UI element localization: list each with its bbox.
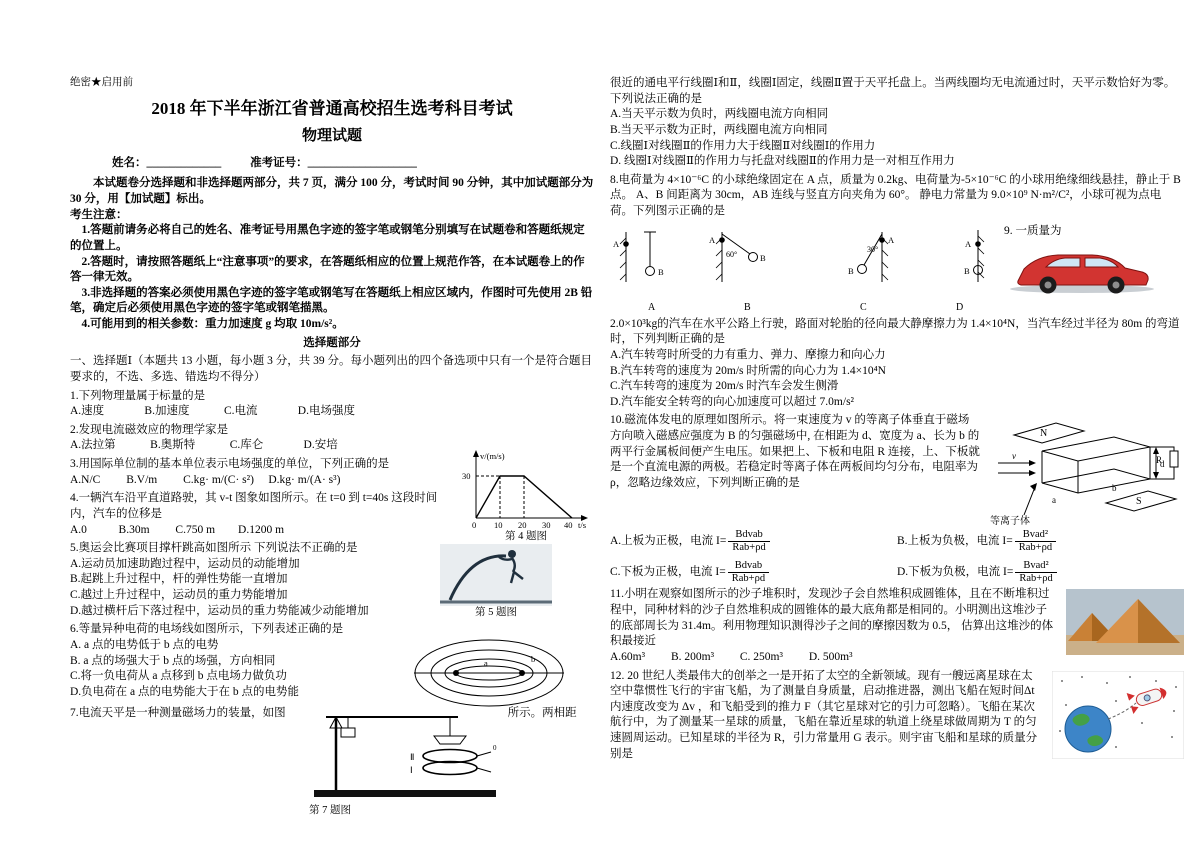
- q5-option-c: C.越过上升过程中，运动员的重力势能增加: [70, 589, 288, 602]
- q8c-angle: 30°: [867, 244, 879, 254]
- q8b-point-b: B: [760, 252, 766, 263]
- candidate-fields: [70, 156, 594, 172]
- q5-option-b: B.起跳上升过程中，杆的弹性势能一直增加: [70, 573, 288, 586]
- q10-option-c-fraction: $\frac{\text{Bdvab}}{\text{Rab+ρd}}$: [728, 560, 769, 585]
- q8-figure: [610, 224, 996, 314]
- q10-r-label: R: [1156, 455, 1163, 466]
- coil-ii-label: Ⅱ: [409, 752, 415, 763]
- q9-option-a: A.汽车转弯时所受的力有重力、弹力、摩擦力和向心力: [610, 348, 886, 361]
- exam-title: 2018 年下半年浙江省普通高校招生选考科目考试: [151, 99, 513, 119]
- q7-continuation: 很近的通电平行线圈Ⅰ和Ⅱ，线圈Ⅰ固定，线圈Ⅱ置于天平托盘上。当两线圈均无电流通过时，天平示数恰好为零。下列说法正确的是: [610, 77, 1176, 105]
- q2-options: A.法拉第 B.奥斯特 C.库仑 D.安培: [70, 439, 338, 452]
- q10-plasma-label: 等离子体: [990, 516, 1030, 528]
- classification-label: 绝密★启用前: [70, 77, 133, 88]
- notice-heading: 考生注意：: [70, 208, 128, 221]
- q5-figure-caption: 第 5 题图: [475, 607, 517, 618]
- q6-point-a-label: a: [484, 658, 488, 668]
- q6-option-a: A. a 点的电势低于 b 点的电势: [70, 638, 219, 651]
- q10-figure: [988, 415, 1184, 527]
- question-11: [610, 587, 1184, 665]
- q8b-angle: 60°: [726, 249, 738, 259]
- q8-panel-d-label: D: [956, 301, 964, 313]
- q5-figure: [440, 544, 552, 620]
- q5-stem: 5.奥运会比赛项目撑杆跳高如图所示 下列说法不正确的是: [70, 542, 358, 555]
- q10-s-pole-label: S: [1136, 496, 1142, 508]
- q11-options: A.60m³ B. 200m³ C. 250m³ D. 500m³: [610, 650, 853, 663]
- q10-stem: 10.磁流体发电的原理如图所示。将一束速度为 v 的等离子体垂直于磁场方向喷入磁感应强度为 B 的匀强磁场中, 在相距为 d、宽度为 a、长为 b 的两平行金属板间便产生电压。如果把上、下板和电阻 R 连接，上、下板就是一个直流电源的两极。若稳定时等离子体在两板间均匀分布，电阻率为ρ，忽略边缘效应，下列判断正确的是: [610, 414, 980, 489]
- q6-option-b: B. a 点的场强大于 b 点的场强，方向相同: [70, 654, 276, 667]
- q10-option-b-fraction: $\frac{\text{Bvad²}}{\text{Rab+ρd}}$: [1015, 529, 1056, 554]
- q4-figure: [460, 448, 592, 544]
- coil-i-label: Ⅰ: [409, 765, 413, 776]
- q6-option-d: D.负电荷在 a 点的电势能大于在 b 点的电势能: [70, 685, 300, 698]
- q7-option-a: A.当天平示数为负时，两线圈电流方向相同: [610, 108, 829, 121]
- q8-q9-figure-row: [610, 224, 1184, 314]
- q12-space-figure: [1052, 671, 1184, 759]
- q10-n-pole-label: N: [1040, 428, 1048, 440]
- q8-panel-c-label: C: [860, 301, 867, 313]
- q8-panel-a-label: A: [648, 301, 656, 313]
- notice-1: 1.答题前请务必将自己的姓名、准考证号用黑色字迹的签字笔或钢笔分别填写在试题卷和答题纸规定的位置上。: [70, 224, 585, 252]
- exam-subtitle: 物理试题: [301, 128, 362, 145]
- question-8: [610, 173, 1184, 220]
- q7-option-d: D. 线圈Ⅰ对线圈Ⅱ的作用力与托盘对线圈Ⅱ的作用力是一对相互作用力: [610, 155, 955, 168]
- question-10: [610, 413, 1184, 584]
- q2-stem: 2.发现电流磁效应的物理学家是: [70, 423, 229, 436]
- question-12: [610, 669, 1184, 763]
- part1-intro: 一、选择题Ⅰ（本题共 13 小题，每小题 3 分，共 39 分。每小题列出的四个备选项中只有一个是符合题目要求的，不选、多选、错选均不得分）: [70, 355, 593, 383]
- q11-stem: 11.小明在观察如图所示的沙子堆积时，发现沙子会自然堆积成圆锥体，且在不断堆积过程中，同种材料的沙子自然堆积成的圆锥体的最大底角都是相同的。小明测出这堆沙子的底部周长为 31.4m。利用物理知识测得沙子之间的摩擦因数为 0.5， 估算出这堆沙的体积最接近: [610, 588, 1054, 648]
- q8c-point-b: B: [848, 265, 854, 276]
- q6-option-c: C.将一负电荷从 a 点移到 b 点电场力做负功: [70, 670, 287, 683]
- q8a-point-a: A: [613, 238, 620, 249]
- q1-stem: 1.下列物理量属于标量的是: [70, 389, 206, 402]
- q4-figure-caption: 第 4 题图: [505, 531, 547, 542]
- q12-stem: 12. 20 世纪人类最伟大的创举之一是开拓了太空的全新领域。现有一艘远离星球在太空中靠惯性飞行的宇宙飞船，为了测量自身质量，启动推进器，测出飞船在短时间Δt 内速度改变为 Δv ，和飞船受到的推力 F（其它星球对它的引力可忽略）。飞船在某次航行中，为了测量某一星球的质量，飞船在靠近星球的轨道上绕星球做周期为 T 的匀速圆周运动。已知星球的半径为 R，引力常量用 G 表示。则宇宙飞船和星球的质量分别是: [610, 669, 1038, 760]
- q8-stem: 8.电荷量为 4×10⁻⁶C 的小球绝缘固定在 A 点，质量为 0.2kg、电荷量为-5×10⁻⁶C 的小球用绝缘细线悬挂，静止于 B 点。 A、B 间距离为 30cm，AB 连线与竖直方向夹角为 60°。 静电力常量为 9.0×10⁹ N·m²/C²，小球可视为点电荷。下列图示正确的是: [610, 173, 1181, 217]
- q11-sand-figure: [1066, 589, 1184, 655]
- q6-figure: [410, 636, 568, 710]
- q7-figure: [290, 706, 504, 802]
- q7-option-c: C.线圈Ⅰ对线圈Ⅱ的作用力大于线圈Ⅱ对线圈Ⅰ的作用力: [610, 139, 876, 152]
- q9-lead-block: [1004, 224, 1182, 314]
- q7-stem-before: 7.电流天平是一种测量磁场力的装量，如图: [70, 707, 286, 720]
- q3-options: A.N/C B.V/m C.kg· m/(C· s²) D.kg· m/(A· s³): [70, 473, 341, 486]
- q7-stem-after: 所示。两相距: [507, 707, 577, 720]
- question-9: [610, 317, 1184, 411]
- q4-stem: 4.一辆汽车沿平直道路驶，其 v-t 图象如图所示。在 t=0 到 t=40s 这段时间内，汽车的位移是: [70, 492, 438, 520]
- q3-stem: 3.用国际单位制的基本单位表示电场强度的单位，下列正确的是: [70, 458, 390, 471]
- right-column: [610, 76, 1184, 762]
- q1-options: A.速度 B.加速度 C.电流 D.电场强度: [70, 405, 355, 418]
- q10-option-a-fraction: $\frac{\text{Bdvab}}{\text{Rab+ρd}}$: [728, 529, 769, 554]
- q4-ylabel: v/(m/s): [480, 451, 505, 461]
- question-1: [70, 389, 594, 420]
- intro-paragraph: 本试题卷分选择题和非选择题两部分，共 7 页，满分 100 分，考试时间 90 分钟，其中加试题部分为 30 分，用【加试题】标出。: [70, 177, 594, 206]
- q6-point-b-label: b: [531, 654, 536, 664]
- notice-2: 2.答题时，请按照答题纸上“注意事项”的要求，在答题纸相应的位置上规范作答，在本试题卷上的作答一律无效。: [70, 255, 585, 284]
- q10-option-d-fraction: $\frac{\text{Bvad²}}{\text{Rab+ρd}}$: [1015, 560, 1056, 585]
- name-field: 姓名：_____________: [112, 156, 222, 169]
- q10-options: [610, 529, 1184, 584]
- q9-car-figure: [1004, 239, 1182, 295]
- q10-d-label: d: [1160, 459, 1165, 470]
- q10-a-label: a: [1052, 495, 1056, 506]
- q7-option-b: B.当天平示数为正时，两线圈电流方向相同: [610, 123, 828, 136]
- q9-stem-body: 2.0×10³kg的汽车在水平公路上行驶，路面对轮胎的径向最大静摩擦力为 1.4×10⁴N，当汽车经过半径为 80m 的弯道时，下列判断正确的是: [610, 317, 1180, 346]
- q8-panel-b-label: B: [744, 301, 751, 313]
- notice-3: 3.非选择题的答案必须使用黑色字迹的签字笔或钢笔写在答题纸上相应区域内，作图时可先使用 2B 铅笔，确定后必须使用黑色字迹的签字笔或钢笔描黑。: [70, 286, 593, 315]
- q4-tick-10: 10: [494, 520, 503, 530]
- q7-figure-caption: 第 7 题图: [309, 805, 351, 817]
- q10-option-d: D.下板为负极，电流 I= $\frac{\text{Bvad²}}{\text{Rab+ρd}}$: [897, 560, 1184, 585]
- notice-4: 4.可能用到的相关参数：重力加速度 g 均取 10m/s²。: [81, 318, 344, 331]
- q10-v-label: v: [1012, 451, 1016, 462]
- q4-tick-40: 40: [564, 520, 573, 530]
- q8b-point-a: A: [709, 234, 716, 245]
- q8d-point-a: A: [965, 238, 972, 249]
- q8a-point-b: B: [658, 266, 664, 277]
- question-7: [70, 706, 594, 802]
- q9-option-d: D.汽车能安全转弯的向心加速度可以超过 7.0m/s²: [610, 395, 854, 408]
- section-heading: 选择题部分: [303, 336, 361, 349]
- q5-option-a: A.运动员加速助跑过程中，运动员的动能增加: [70, 557, 300, 570]
- q4-options: A.0 B.30m C.750 m D.1200 m: [70, 523, 285, 536]
- scale-zero-label: 0: [492, 744, 497, 753]
- left-column: [70, 76, 594, 819]
- q10-option-b: B.上板为负极，电流 I= $\frac{\text{Bvad²}}{\text{Rab+ρd}}$: [897, 529, 1184, 554]
- q10-option-a: A.上板为正极，电流 I= $\frac{\text{Bdvab}}{\text{Rab+ρd}}$: [610, 529, 897, 554]
- q4-yvalue: 30: [462, 471, 471, 481]
- q8c-point-a: A: [888, 234, 895, 245]
- q4-tick-30: 30: [542, 520, 551, 530]
- q9-option-b: B.汽车转弯的速度为 20m/s 时所需的向心力为 1.4×10⁴N: [610, 364, 886, 377]
- q5-option-d: D.越过横杆后下落过程中，运动员的重力势能减少动能增加: [70, 604, 369, 617]
- q4-xlabel: t/s: [578, 520, 587, 530]
- q10-option-c: C.下板为正极，电流 I= $\frac{\text{Bdvab}}{\text{Rab+ρd}}$: [610, 560, 897, 585]
- ticket-field: 准考证号：___________________: [250, 156, 417, 169]
- q4-tick-0: 0: [472, 520, 477, 530]
- q10-b-label: b: [1112, 483, 1117, 494]
- q4-tick-20: 20: [518, 520, 527, 530]
- q9-option-c: C.汽车转弯的速度为 20m/s 时汽车会发生侧滑: [610, 380, 839, 393]
- q6-stem: 6.等量异种电荷的电场线如图所示，下列表述正确的是: [70, 623, 344, 636]
- q9-stem-lead: 9. 一质量为: [1004, 224, 1062, 237]
- q8d-point-b: B: [964, 265, 970, 276]
